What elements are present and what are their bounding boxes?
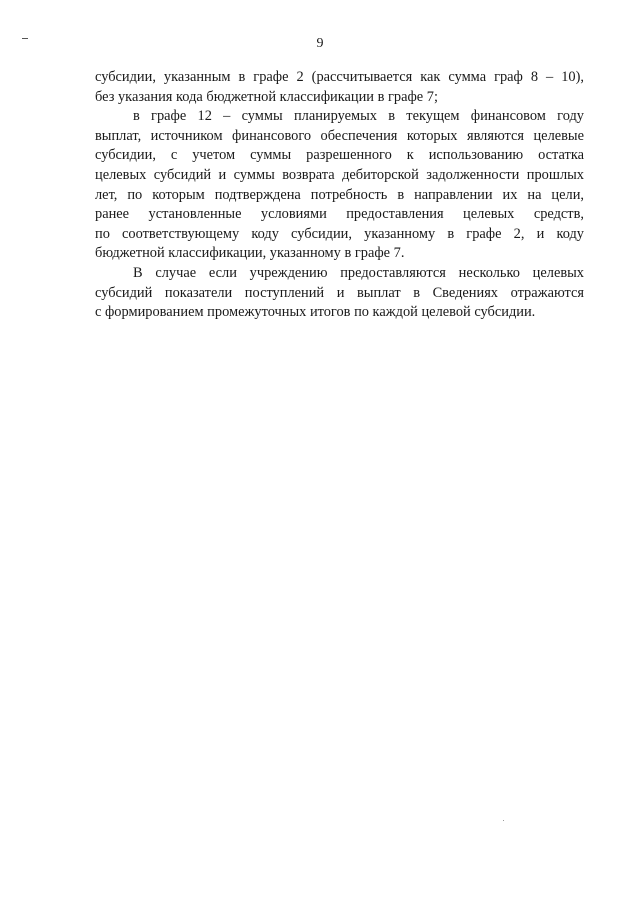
document-body [95, 68, 584, 323]
text-line: в графе 12 – суммы планируемых в текущем финансовом году [133, 108, 584, 125]
scan-artifact-dot [503, 820, 504, 821]
text-line: субсидий показатели поступлений и выплат в Сведениях отражаются [95, 284, 584, 301]
text-line: лет, по которым подтверждена потребность в направлении их на цели, [95, 186, 584, 203]
text-line: с формированием промежуточных итогов по каждой целевой субсидии. [95, 304, 536, 321]
text-line: без указания кода бюджетной классификации в графе 7; [95, 88, 438, 105]
paragraph-multiple-subsidies [95, 264, 584, 323]
paragraph-continuation [95, 68, 584, 107]
text-line: целевых субсидий и суммы возврата дебиторской задолженности прошлых [95, 166, 584, 183]
text-line: по соответствующему коду субсидии, указанному в графе 2, и коду [95, 225, 584, 242]
page-number: 9 [316, 36, 324, 51]
text-line: ранее установленные условиями предоставления целевых средств, [95, 206, 584, 223]
paragraph-grafa-12 [95, 107, 584, 264]
text-line: В случае если учреждению предоставляются несколько целевых [133, 264, 584, 281]
text-line: субсидии, указанным в графе 2 (рассчитывается как сумма граф 8 – 10), [95, 69, 584, 85]
text-line: бюджетной классификации, указанному в графе 7. [95, 245, 405, 262]
text-line: субсидии, с учетом суммы разрешенного к использованию остатка [95, 147, 584, 164]
text-line: выплат, источником финансового обеспечения которых являются целевые [95, 127, 584, 144]
